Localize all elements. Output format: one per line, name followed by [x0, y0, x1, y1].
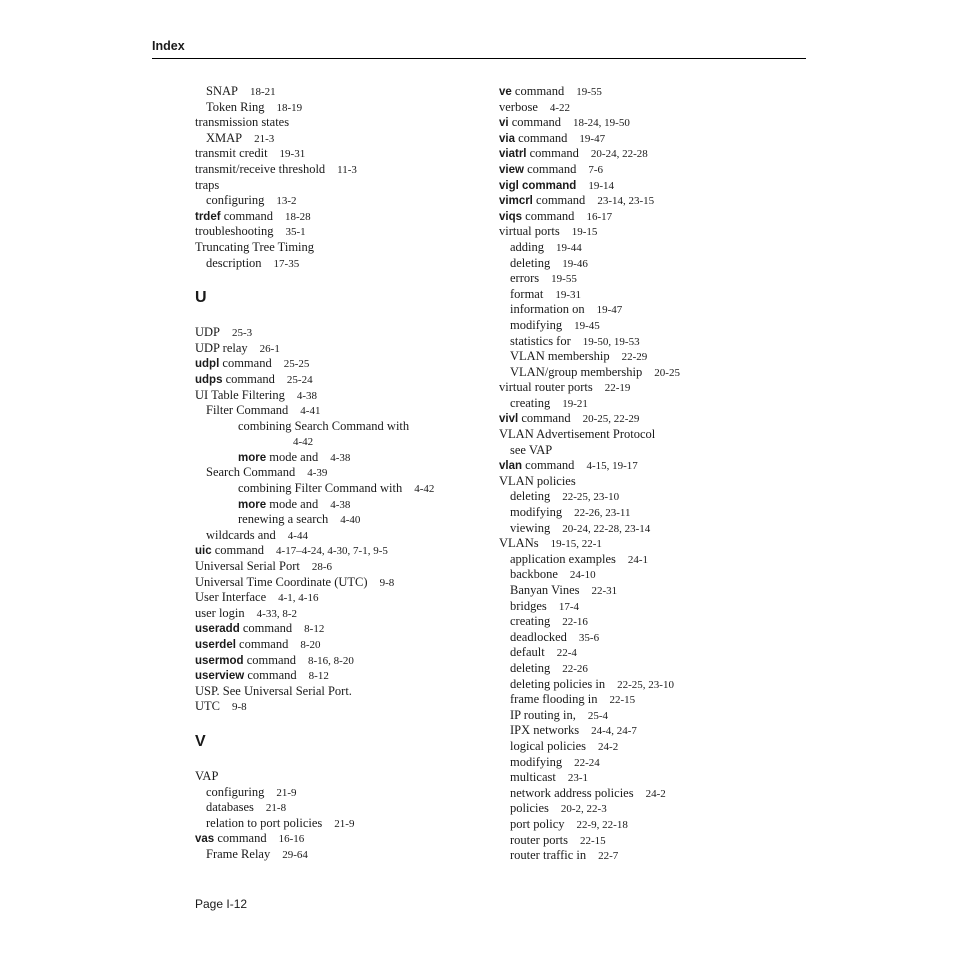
index-entry	[195, 162, 465, 178]
page-reference: 19-44	[556, 241, 582, 254]
command-keyword: udps	[195, 373, 223, 386]
index-term: backbone	[510, 567, 558, 582]
index-term: VLAN/group membership	[510, 364, 643, 379]
page-reference: 8-12	[304, 623, 325, 636]
index-term: command	[526, 146, 579, 161]
index-entry	[195, 356, 465, 372]
index-entry	[195, 831, 465, 847]
index-term: port policy	[510, 816, 565, 831]
command-keyword: ve	[499, 86, 512, 98]
index-entry	[499, 739, 809, 755]
page-reference: 8-16, 8-20	[308, 654, 354, 667]
index-term: VLANs	[499, 536, 539, 551]
index-entry	[499, 677, 809, 693]
index-entry	[499, 521, 809, 537]
index-term: User Interface	[195, 590, 267, 605]
index-term: command	[211, 543, 265, 558]
index-term: modifying	[510, 317, 563, 332]
page-reference: 18-19	[276, 101, 303, 114]
page-reference: 13-2	[276, 195, 297, 208]
index-term: combining Filter Command with	[238, 481, 403, 496]
index-entry	[499, 770, 809, 786]
page-reference: 22-19	[604, 382, 631, 395]
index-term: command	[511, 84, 565, 98]
index-entry	[499, 256, 809, 272]
page-reference: 4-1, 4-16	[278, 592, 319, 605]
index-entry	[195, 512, 465, 528]
command-keyword: via	[499, 132, 515, 145]
page-reference: 19-46	[562, 257, 588, 270]
index-term: description	[206, 255, 262, 270]
command-keyword: uic	[195, 545, 212, 558]
index-entry	[499, 645, 809, 661]
index-entry	[499, 302, 809, 318]
index-term: relation to port policies	[206, 815, 323, 830]
page-reference: 4-41	[300, 405, 321, 418]
index-term: command	[522, 208, 575, 223]
index-term: format	[510, 286, 544, 301]
index-entry	[499, 505, 809, 521]
index-entry	[195, 465, 465, 481]
page-reference: 20-24, 22-28, 23-14	[562, 522, 651, 535]
page-reference: 4-40	[340, 514, 361, 527]
index-entry	[195, 528, 465, 544]
index-entry	[499, 318, 809, 334]
index-term: VAP	[195, 768, 219, 783]
index-entry	[499, 801, 809, 817]
index-term: VLAN Advertisement Protocol	[499, 427, 656, 442]
page-reference: 7-6	[588, 163, 604, 176]
index-entry	[499, 115, 809, 131]
page-reference: 18-21	[249, 86, 276, 98]
index-entry	[195, 668, 465, 684]
index-entry	[195, 193, 465, 209]
index-term: default	[510, 645, 545, 660]
index-term: Filter Command	[206, 403, 289, 418]
index-entry	[195, 84, 465, 100]
index-term: command	[515, 130, 568, 145]
index-entry	[499, 489, 809, 505]
command-keyword: viqs	[499, 210, 523, 223]
index-entry	[499, 536, 809, 552]
page-reference: 18-28	[284, 210, 311, 223]
index-entry	[499, 661, 809, 677]
index-entry	[195, 684, 465, 700]
index-entry	[195, 621, 465, 637]
index-entry	[195, 769, 465, 785]
page-reference: 26-1	[259, 342, 280, 355]
index-entry	[499, 411, 809, 427]
page-reference: 16-17	[586, 210, 613, 223]
index-entry	[499, 380, 809, 396]
index-entry	[499, 146, 809, 162]
index-entry	[195, 590, 465, 606]
index-term: user login	[195, 605, 245, 620]
index-entry	[195, 450, 465, 466]
index-entry	[195, 847, 465, 863]
index-entry	[195, 543, 465, 559]
command-keyword: vlan	[499, 460, 523, 473]
page-reference: 24-4, 24-7	[591, 725, 637, 738]
index-term: command	[532, 193, 586, 208]
command-keyword: userdel	[195, 639, 236, 651]
index-term: combining Search Command with	[238, 418, 410, 433]
index-entry	[195, 785, 465, 801]
command-keyword: vimcrl	[499, 195, 533, 208]
index-entry	[195, 224, 465, 240]
index-entry	[499, 630, 809, 646]
index-term: troubleshooting	[195, 224, 274, 239]
index-entry	[195, 575, 465, 591]
index-entry	[499, 567, 809, 583]
index-term: transmit credit	[195, 146, 268, 161]
command-keyword: vigl command	[499, 179, 577, 192]
index-entry	[195, 497, 465, 513]
index-entry	[499, 458, 809, 474]
index-term: policies	[510, 801, 549, 816]
index-entry	[499, 833, 809, 849]
index-entry	[195, 816, 465, 832]
index-term: XMAP	[206, 130, 243, 145]
index-term: verbose	[499, 99, 538, 114]
index-entry	[499, 349, 809, 365]
page-reference: 20-24, 22-28	[590, 148, 648, 161]
page-reference: 21-8	[265, 802, 287, 815]
index-entry	[195, 481, 465, 497]
index-entry	[499, 552, 809, 568]
page-reference: 22-24	[574, 756, 600, 769]
page-reference: 19-31	[279, 148, 306, 161]
page-reference: 21-9	[276, 786, 297, 799]
page-reference: 24-10	[569, 569, 596, 582]
index-term: transmit/receive threshold	[195, 161, 326, 176]
index-entry	[499, 443, 809, 459]
index-term: logical policies	[510, 738, 587, 753]
page-reference: 22-16	[562, 616, 588, 629]
index-term: IPX networks	[510, 723, 580, 738]
index-entry	[195, 146, 465, 162]
index-term: deleting	[510, 489, 551, 504]
page-reference: 4-42	[293, 436, 314, 449]
page-reference: 22-29	[621, 351, 648, 364]
page-reference: 16-16	[278, 833, 305, 846]
index-term: Search Command	[206, 465, 296, 480]
index-term: USP. See Universal Serial Port.	[195, 683, 352, 698]
index-term: command	[239, 621, 293, 636]
page-reference: 22-31	[591, 585, 618, 597]
command-keyword: viatrl	[499, 148, 527, 161]
index-term: statistics for	[510, 333, 571, 348]
index-term: Banyan Vines	[510, 583, 580, 597]
index-entry	[499, 84, 809, 100]
page-reference: 4-22	[549, 101, 571, 114]
page-reference: 23-14, 23-15	[597, 195, 655, 208]
index-term: deleting	[510, 255, 551, 270]
index-term: SNAP	[206, 84, 238, 98]
index-entry	[499, 708, 809, 724]
index-term: command	[523, 161, 577, 176]
page-reference: 8-12	[308, 670, 329, 683]
running-header: Index	[152, 39, 185, 53]
index-term: modifying	[510, 754, 563, 769]
index-term: Universal Time Coordinate (UTC)	[195, 574, 368, 589]
index-column-right	[499, 84, 809, 864]
index-term: bridges	[510, 598, 547, 613]
index-entry	[499, 396, 809, 412]
index-term: transmission states	[195, 115, 290, 130]
page-reference: 35-1	[285, 226, 306, 239]
command-keyword: vivl	[499, 413, 519, 426]
index-term: see VAP	[510, 442, 553, 457]
page-reference: 19-15	[571, 226, 598, 239]
page-reference: 19-15, 22-1	[550, 538, 602, 551]
index-term: creating	[510, 395, 551, 410]
command-keyword: usermod	[195, 654, 244, 667]
index-term: virtual ports	[499, 224, 560, 239]
index-term: deleting policies in	[510, 676, 606, 691]
index-term: renewing a search	[238, 512, 329, 527]
command-keyword: trdef	[195, 210, 221, 223]
index-entry	[195, 559, 465, 575]
page-reference: 19-45	[574, 319, 600, 332]
command-keyword: userview	[195, 670, 245, 683]
index-term: configuring	[206, 784, 265, 799]
index-term: mode and	[266, 496, 319, 511]
index-entry	[499, 786, 809, 802]
page-reference: 29-64	[282, 848, 308, 861]
page-reference: 22-15	[609, 694, 636, 707]
page-reference: 19-50, 19-53	[582, 335, 640, 348]
index-term: modifying	[510, 505, 563, 520]
index-entry	[499, 100, 809, 116]
page-reference: 19-47	[596, 304, 623, 317]
index-entry	[499, 193, 809, 209]
page-reference: 4-33, 8-2	[256, 607, 297, 620]
index-term: viewing	[510, 520, 551, 535]
index-term: VLAN membership	[510, 349, 610, 364]
index-entry	[499, 178, 809, 194]
index-term: command	[214, 831, 267, 846]
page-number: Page I-12	[195, 897, 248, 911]
command-keyword: more	[238, 451, 267, 464]
index-term: Universal Serial Port	[195, 559, 300, 574]
page-reference: 4-44	[287, 529, 308, 542]
page-reference: 25-3	[232, 327, 253, 340]
page-reference: 20-25	[654, 366, 680, 379]
index-term: command	[244, 668, 297, 683]
header-rule	[152, 58, 806, 59]
index-entry	[499, 583, 809, 599]
index-term: UDP	[195, 325, 221, 340]
page-reference: 4-38	[330, 451, 351, 464]
index-entry	[499, 817, 809, 833]
index-term: errors	[510, 271, 540, 286]
index-term: creating	[510, 614, 551, 629]
page-reference: 25-4	[587, 709, 609, 722]
index-entry	[195, 240, 465, 256]
index-section-letter: V	[195, 732, 206, 750]
page-reference: 19-21	[562, 397, 588, 410]
index-entry	[499, 474, 809, 490]
index-term: adding	[510, 239, 545, 254]
index-term: multicast	[510, 770, 556, 785]
index-entry	[195, 256, 465, 272]
command-keyword: useradd	[195, 623, 240, 636]
index-entry	[195, 403, 465, 419]
page-reference: 4-39	[307, 467, 328, 480]
index-entry	[499, 224, 809, 240]
page-reference: 11-3	[337, 163, 357, 176]
index-entry	[195, 653, 465, 669]
page-reference: 17-4	[558, 600, 579, 613]
index-term: virtual router ports	[499, 380, 593, 395]
index-term: router traffic in	[510, 848, 587, 863]
index-entry	[195, 434, 465, 450]
index-entry	[499, 755, 809, 771]
command-keyword: more	[238, 498, 267, 511]
page-reference: 4-15, 19-17	[586, 460, 638, 473]
index-term: command	[243, 652, 296, 667]
index-term: deleting	[510, 660, 551, 675]
index-entry	[499, 334, 809, 350]
page-reference: 22-15	[579, 834, 606, 847]
page-reference: 24-1	[627, 553, 649, 566]
index-term: network address policies	[510, 785, 634, 800]
index-entry	[195, 699, 465, 715]
index-entry	[195, 209, 465, 225]
index-term: command	[508, 115, 562, 130]
index-entry	[499, 287, 809, 303]
page-reference: 20-2, 22-3	[560, 803, 607, 816]
index-entry	[499, 131, 809, 147]
page-reference: 18-24, 19-50	[573, 117, 630, 130]
index-entry	[195, 341, 465, 357]
command-keyword: vas	[195, 833, 215, 846]
index-entry	[499, 271, 809, 287]
index-term: deadlocked	[510, 629, 567, 644]
index-term: Token Ring	[206, 99, 265, 114]
page-reference: 22-4	[556, 647, 577, 660]
index-entry	[499, 614, 809, 630]
index-entry	[195, 419, 465, 435]
index-entry	[499, 365, 809, 381]
command-keyword: vi	[499, 117, 509, 130]
index-column-left	[195, 84, 465, 863]
index-entry	[195, 606, 465, 622]
index-term: IP routing in,	[510, 707, 576, 722]
index-entry	[499, 692, 809, 708]
page-reference: 22-9, 22-18	[576, 818, 628, 831]
index-section-letter: U	[195, 289, 207, 307]
page-reference: 19-14	[588, 179, 614, 192]
page-reference: 22-25, 23-10	[617, 678, 674, 691]
index-entry	[499, 240, 809, 256]
index-entry	[499, 599, 809, 615]
page-reference: 4-42	[414, 483, 435, 496]
page-reference: 24-2	[598, 740, 619, 753]
index-entry	[499, 723, 809, 739]
index-term: UTC	[195, 699, 220, 714]
index-term: traps	[195, 177, 220, 192]
page-reference: 8-20	[300, 639, 321, 651]
index-term: frame flooding in	[510, 692, 598, 707]
index-term: Frame Relay	[206, 846, 271, 861]
page-reference: 20-25, 22-29	[582, 413, 640, 426]
index-entry	[195, 325, 465, 341]
index-entry	[195, 115, 465, 131]
page-reference: 28-6	[311, 561, 333, 574]
index-entry	[195, 388, 465, 404]
page-reference: 19-55	[576, 86, 602, 98]
page-reference: 22-7	[598, 850, 619, 863]
page-reference: 4-17–4-24, 4-30, 7-1, 9-5	[276, 545, 388, 558]
index-term: information on	[510, 302, 585, 317]
page-reference: 21-9	[334, 817, 355, 830]
page-reference: 25-25	[283, 358, 310, 371]
command-keyword: udpl	[195, 358, 220, 371]
index-term: configuring	[206, 193, 265, 208]
page-reference: 25-24	[286, 373, 313, 386]
index-entry	[499, 848, 809, 864]
page-reference: 24-2	[645, 787, 666, 800]
index-term: router ports	[510, 832, 568, 847]
index-entry	[195, 800, 465, 816]
index-term: command	[222, 371, 275, 386]
page-reference: 19-55	[551, 273, 577, 286]
index-term: command	[220, 208, 273, 223]
index-term: databases	[206, 800, 254, 815]
page-reference: 22-26, 23-11	[574, 507, 631, 520]
page-reference: 23-1	[567, 772, 588, 785]
index-entry	[499, 209, 809, 225]
index-term: application examples	[510, 551, 616, 566]
index-entry	[499, 427, 809, 443]
index-term: command	[518, 411, 571, 426]
index-term: UI Table Filtering	[195, 387, 285, 402]
index-term: command	[219, 356, 272, 371]
page-reference: 4-38	[330, 498, 351, 511]
index-entry	[195, 372, 465, 388]
page-reference: 22-25, 23-10	[562, 491, 620, 504]
index-term: command	[235, 637, 289, 651]
page-reference: 9-8	[232, 701, 247, 714]
page-reference: 19-31	[555, 288, 581, 301]
page-reference: 9-8	[379, 576, 395, 589]
page-reference: 21-3	[254, 132, 275, 145]
page-reference: 4-38	[296, 389, 318, 402]
page-reference: 19-47	[579, 132, 606, 145]
index-term: mode and	[266, 449, 319, 464]
index-entry	[195, 131, 465, 147]
page-reference: 17-35	[273, 257, 300, 270]
index-entry	[499, 162, 809, 178]
index-term: UDP relay	[195, 340, 248, 355]
command-keyword: view	[499, 163, 524, 176]
index-term: Truncating Tree Timing	[195, 239, 315, 254]
index-entry	[195, 178, 465, 194]
index-term: wildcards and	[206, 527, 276, 542]
page-reference: 22-26	[562, 662, 588, 675]
index-term: VLAN policies	[499, 473, 576, 488]
index-term: command	[522, 458, 575, 473]
index-entry	[195, 100, 465, 116]
index-entry	[195, 637, 465, 653]
page-reference: 35-6	[578, 631, 600, 644]
